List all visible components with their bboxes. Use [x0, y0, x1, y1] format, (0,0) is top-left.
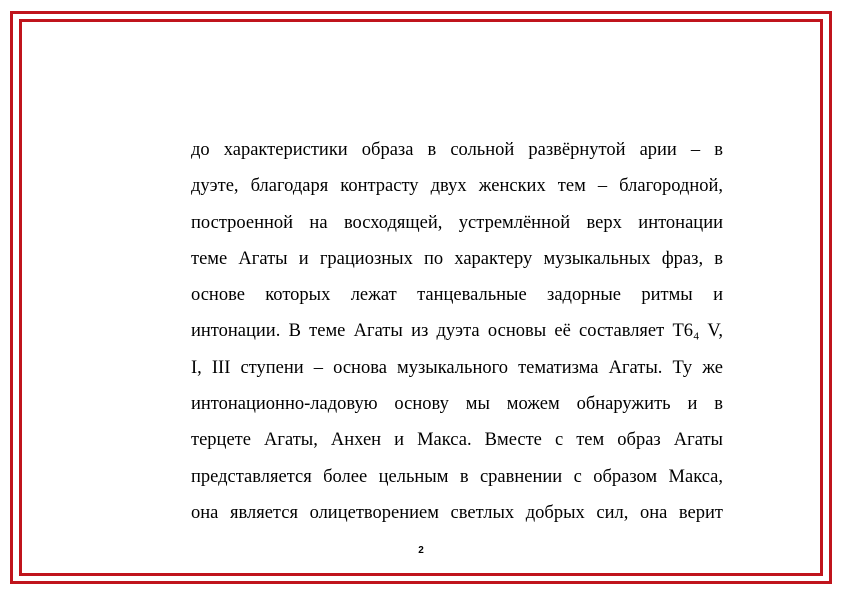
page-number: 2 [418, 545, 424, 556]
text-line: дуэте, благодаря контрасту двух женских тем – благородной, [191, 176, 723, 197]
text-line: теме Агаты и грациозных по характеру музыкальных фраз, в [191, 248, 723, 269]
text-line: интонации. В теме Агаты из дуэта основы её составляет T6₄ V, [191, 321, 723, 342]
text-line: она является олицетворением светлых добрых сил, она верит [191, 502, 723, 523]
body-text [191, 132, 723, 531]
text-line: интонационно-ладовую основу мы можем обнаружить и в [191, 394, 723, 415]
text-line: построенной на восходящей, устремлённой верх интонации [191, 212, 723, 233]
text-line: основе которых лежат танцевальные задорные ритмы и [191, 285, 723, 306]
text-line: представляется более цельным в сравнении с образом Макса, [191, 466, 723, 487]
text-line: до характеристики образа в сольной развёрнутой арии – в [191, 140, 723, 160]
text-line: I, III ступени – основа музыкального тематизма Агаты. Ту же [191, 357, 723, 378]
text-line: терцете Агаты, Анхен и Макса. Вместе с тем образ Агаты [191, 430, 723, 451]
